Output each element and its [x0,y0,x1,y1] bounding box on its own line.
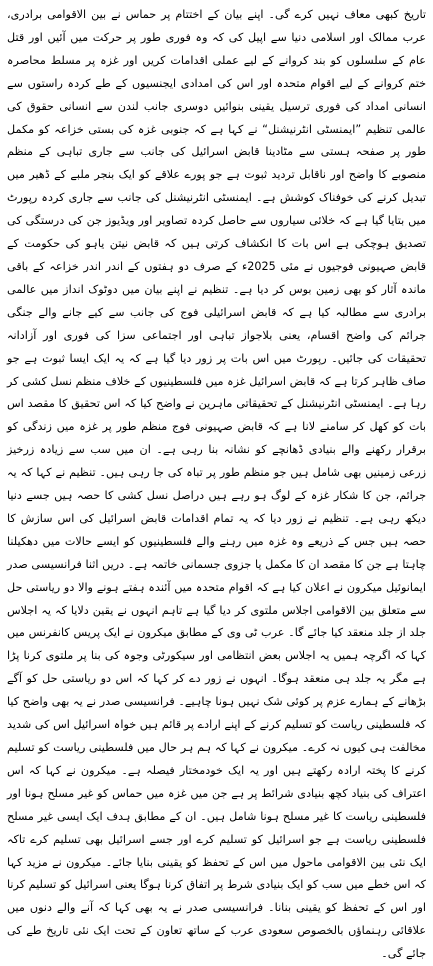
article-body-text: تاریخ کبھی معاف نہیں کرے گی۔ اپنے بیان کے اختتام پر حماس نے بین الاقوامی برادری، عرب ممالک اور اسلامی دنیا سے اپیل کی کہ وہ فوری طور پر حرکت میں آئیں اور قتل عام کے سلسلوں کو بند کروانے کے لیے عملی اقدامات کریں اور غزہ پر مسلط محاصرہ ختم کروانے کے لیے اقوام متحدہ اور اس کی امدادی ایجنسیوں کے طے کردہ راستوں سے انسانی امداد کی فوری ترسیل یقینی بنوائیں دوسری جانب لندن سے انسانی حقوق کی عالمی تنظیم ”ایمنسٹی انٹرنیشنل“ نے کہا ہے کہ جنوبی غزہ کی بستی خزاعہ کو مکمل طور پر صفحہ ہستی سے مٹادینا قابض اسرائیل کی جانب سے جاری تباہی کے منظم منصوبے کا واضح اور ناقابل تردید ثبوت ہے جو پورے علاقے کو ایک بنجر ملبے کے ڈھیر میں تبدیل کرنے کی خوفناک کوشش ہے۔ ایمنسٹی انٹرنیشنل کی جانب سے جاری کردہ رپورٹ میں بتایا گیا ہے کہ خلائی سیاروں سے حاصل کردہ تصاویر اور ویڈیوز جن کی درستگی کی تصدیق ہوچکی ہے اس بات کا انکشاف کرتی ہیں کہ قابض نیتن یاہو کی حکومت کے قابض صہیونی فوجیوں نے مئی 2025ء کے صرف دو ہفتوں کے اندر اندر خزاعہ کے باقی ماندہ آثار کو بھی زمین بوس کر دیا ہے۔ تنظیم نے اپنے بیان میں دوٹوک انداز میں عالمی برادری سے مطالبہ کیا ہے کہ قابض اسرائیلی فوج کی جانب سے کیے جانے والے جنگی جرائم کی واضح اقسام، یعنی بلاجواز تباہی اور اجتماعی سزا کی فوری اور آزادانہ تحقیقات کی جائیں۔ رپورٹ میں اس بات پر زور دیا گیا ہے کہ یہ ایک ایسا ثبوت ہے جو صاف ظاہر کرتا ہے کہ قابض اسرائیل غزہ میں فلسطینیوں کے خلاف منظم نسل کشی کر رہا ہے۔ ایمنسٹی انٹرنیشنل کے تحقیقاتی ماہرین نے واضح کیا کہ اس تحقیق کا مقصد اس بات کو کھل کر سامنے لانا ہے کہ قابض صہیونی فوج منظم طور پر غزہ میں زندگی کو برقرار رکھنے والے بنیادی ڈھانچے کو نشانہ بنا رہی ہے۔ ان میں سب سے زیادہ زرخیز زرعی زمینیں بھی شامل ہیں جو منظم طور پر تباہ کی جا رہی ہیں۔ تنظیم نے کہا کہ یہ جرائم، جن کا شکار غزہ کے لوگ ہو رہے ہیں دراصل نسل کشی کا حصہ ہیں جسے دنیا دیکھ رہی ہے۔ تنظیم نے زور دیا کہ یہ تمام اقدامات قابض اسرائیل کی اس سازش کا حصہ ہیں جس کے ذریعے وہ غزہ میں رہنے والے فلسطینیوں کو ایسے حالات میں دھکیلنا چاہتا ہے جن کا مقصد ان کا مکمل یا جزوی جسمانی خاتمہ ہے۔ دریں اثنا فرانسیسی صدر ایمانوئیل میکرون نے اعلان کیا ہے کہ اقوام متحدہ میں آئندہ ہفتے ہونے والا دو ریاستی حل سے متعلق بین الاقوامی اجلاس ملتوی کر دیا گیا ہے تاہم انہوں نے یقین دلایا کہ یہ اجلاس جلد از جلد منعقد کیا جائے گا۔ عرب ٹی وی کے مطابق میکرون نے ایک پریس کانفرنس میں کہا کہ اگرچہ ہمیں یہ اجلاس بعض انتظامی اور سیکورٹی وجوہ کی بنا پر ملتوی کرنا پڑا ہے مگر یہ جلد ہی منعقد ہوگا۔ انہوں نے زور دے کر کہا کہ اس دو ریاستی حل کو آگے بڑھانے کے ہمارے عزم پر کوئی شک نہیں ہونا چاہیے۔ فرانسیسی صدر نے یہ بھی واضح کیا کہ فلسطینی ریاست کو تسلیم کرنے کے اپنے ارادے پر قائم ہیں خواہ اسرائیل اس کی شدید مخالفت ہی کیوں نہ کرے۔ میکرون نے کہا کہ ہم ہر حال میں فلسطینی ریاست کو تسلیم کرنے کا پختہ ارادہ رکھتے ہیں اور یہ ایک خودمختار فیصلہ ہے۔ میکرون نے کہا کہ اس اعتراف کی بنیاد کچھ بنیادی شرائط پر ہے جن میں غزہ میں حماس کو غیر مسلح ہونا اور فلسطینی ریاست کا غیر مسلح ہونا شامل ہیں۔ ان کے مطابق ہدف ایک ایسی غیر مسلح فلسطینی ریاست ہے جو اسرائیل کو تسلیم کرے اور جسے اسرائیل بھی تسلیم کرے تاکہ ایک نئی بین الاقوامی ماحول میں اس کے تحفظ کو یقینی بنایا جائے۔ میکرون نے مزید کہا کہ اس خطے میں سب کو ایک بنیادی شرط پر اتفاق کرنا ہوگا یعنی اسرائیل کو تسلیم کرنا اور اس کے تحفظ کو یقینی بنانا۔ فرانسیسی صدر نے یہ بھی کہا کہ آنے والے دنوں میں علاقائی رہنماؤں بالخصوص سعودی عرب کے ساتھ تعاون کے تحت ایک نئی تاریخ طے کی جائے گی۔ [7,8,426,961]
